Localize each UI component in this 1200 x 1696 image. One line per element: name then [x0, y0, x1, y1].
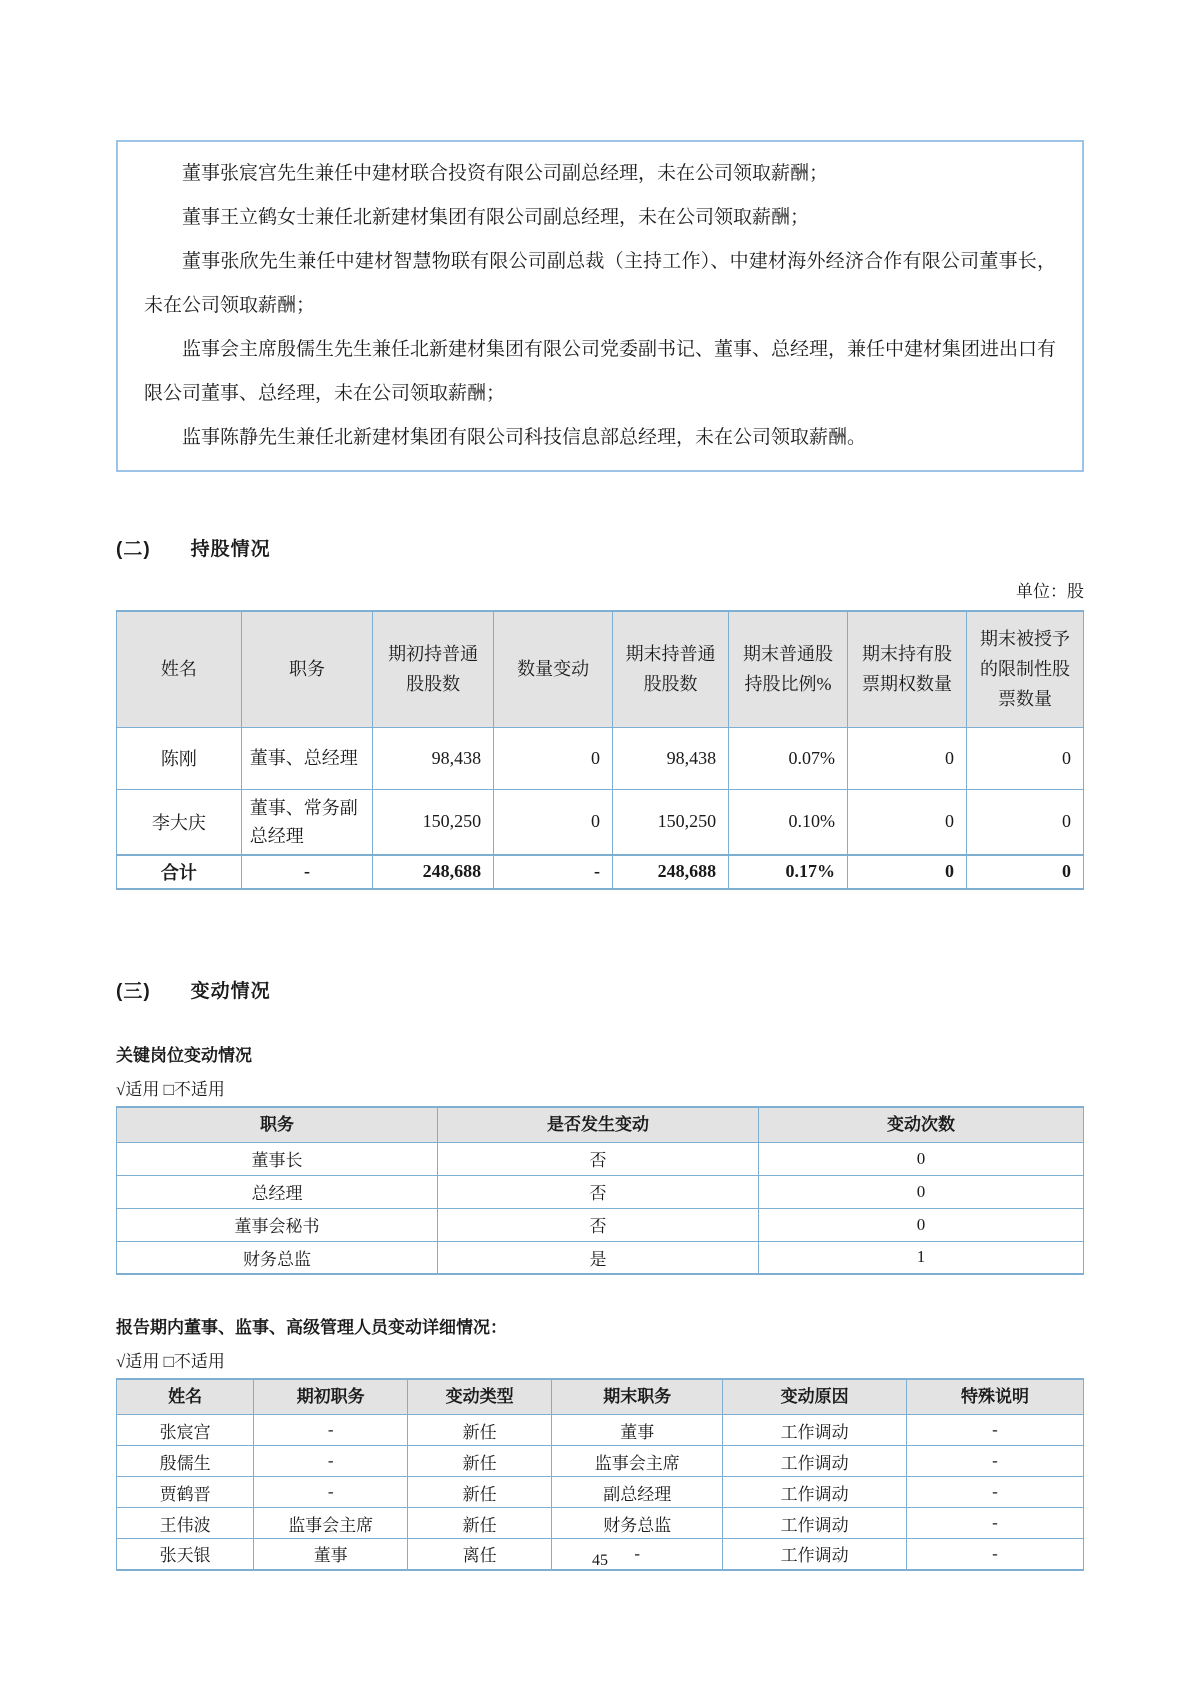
section-number: (二): [116, 539, 151, 560]
column-header: 是否发生变动: [438, 1107, 759, 1143]
table-cell: 陈刚: [117, 727, 242, 789]
table-header-row: [117, 1379, 1084, 1415]
column-header: 特殊说明: [907, 1379, 1084, 1415]
column-header: 期末被授予的限制性股票数量: [966, 611, 1083, 727]
shareholder-row: [117, 727, 1084, 789]
column-header: 期末持有股票期权数量: [848, 611, 967, 727]
intro-paragraph: 监事会主席殷儒生先生兼任北新建材集团有限公司党委副书记、董事、总经理，兼任中建材集团进出口有限公司董事、总经理，未在公司领取薪酬；: [144, 339, 1057, 404]
shareholder-row: [117, 789, 1084, 855]
table-cell: 董事: [552, 1415, 723, 1446]
table-cell: 李大庆: [117, 789, 242, 855]
total-cell: 248,688: [613, 855, 729, 889]
table-cell: 新任: [408, 1508, 552, 1539]
total-cell: 0: [966, 855, 1083, 889]
table-cell: 新任: [408, 1446, 552, 1477]
table-total-row: [117, 855, 1084, 889]
applicability-note: √适用 □不适用: [116, 1352, 225, 1371]
table-body: [117, 727, 1084, 855]
column-header: 变动次数: [759, 1107, 1084, 1143]
table-cell: 0: [848, 727, 967, 789]
table-body: [117, 1142, 1084, 1274]
table-cell: -: [907, 1539, 1084, 1570]
column-header: 数量变动: [494, 611, 613, 727]
section-title: 变动情况: [190, 980, 271, 1002]
column-header: 变动类型: [408, 1379, 552, 1415]
table-cell: 150,250: [373, 789, 494, 855]
key-positions-table: [116, 1106, 1084, 1276]
table-cell: 否: [438, 1208, 759, 1241]
table-cell: 0: [848, 789, 967, 855]
table-cell: -: [907, 1446, 1084, 1477]
table-cell: 殷儒生: [117, 1446, 254, 1477]
table-header-row: [117, 611, 1084, 727]
intro-paragraph: 董事张宸宫先生兼任中建材联合投资有限公司副总经理，未在公司领取薪酬；: [182, 163, 829, 184]
total-cell: 0.17%: [729, 855, 848, 889]
table-cell: -: [907, 1508, 1084, 1539]
column-header: 期初职务: [254, 1379, 408, 1415]
table-cell: 否: [438, 1175, 759, 1208]
table-header-row: [117, 1107, 1084, 1143]
column-header: 期末职务: [552, 1379, 723, 1415]
table-cell: 工作调动: [723, 1415, 907, 1446]
table-cell: 否: [438, 1142, 759, 1175]
table-cell: 工作调动: [723, 1477, 907, 1508]
table-cell: 150,250: [613, 789, 729, 855]
personnel-change-row: [117, 1446, 1084, 1477]
total-cell: 248,688: [373, 855, 494, 889]
unit-label: 单位：股: [1016, 582, 1084, 601]
column-header: 期末持普通股股数: [613, 611, 729, 727]
table-cell: 财务总监: [117, 1241, 438, 1274]
key-position-row: [117, 1175, 1084, 1208]
table-cell: -: [254, 1415, 408, 1446]
column-header: 职务: [117, 1107, 438, 1143]
personnel-change-row: [117, 1477, 1084, 1508]
table-cell: 董事长: [117, 1142, 438, 1175]
key-positions-heading: 关键岗位变动情况: [116, 1045, 252, 1065]
table-cell: 董事: [254, 1539, 408, 1570]
table-cell: 监事会主席: [254, 1508, 408, 1539]
table-cell: 离任: [408, 1539, 552, 1570]
table-cell: 监事会主席: [552, 1446, 723, 1477]
table-cell: 副总经理: [552, 1477, 723, 1508]
personnel-changes-table: [116, 1378, 1084, 1571]
table-cell: -: [907, 1477, 1084, 1508]
table-cell: -: [552, 1539, 723, 1570]
table-cell: 张宸宫: [117, 1415, 254, 1446]
table-cell: 新任: [408, 1477, 552, 1508]
column-header: 变动原因: [723, 1379, 907, 1415]
total-label: 合计: [117, 855, 242, 889]
table-cell: -: [254, 1477, 408, 1508]
total-cell: 0: [848, 855, 967, 889]
table-cell: 财务总监: [552, 1508, 723, 1539]
column-header: 职务: [241, 611, 373, 727]
table-cell: 0: [966, 789, 1083, 855]
intro-box: [116, 140, 1084, 472]
table-cell: 1: [759, 1241, 1084, 1274]
column-header: 期末普通股持股比例%: [729, 611, 848, 727]
table-cell: 0: [494, 789, 613, 855]
column-header: 姓名: [117, 1379, 254, 1415]
table-cell: 0.07%: [729, 727, 848, 789]
table-cell: 0: [759, 1175, 1084, 1208]
table-cell: 0: [759, 1142, 1084, 1175]
section-heading-changes: [116, 976, 1084, 1003]
table-cell: 董事、常务副总经理: [241, 789, 373, 855]
table-cell: 董事、总经理: [241, 727, 373, 789]
table-cell: 新任: [408, 1415, 552, 1446]
intro-paragraph: 董事王立鹤女士兼任北新建材集团有限公司副总经理，未在公司领取薪酬；: [182, 207, 810, 228]
section-number: (三): [116, 980, 151, 1002]
key-position-row: [117, 1142, 1084, 1175]
section-heading-shareholding: [116, 534, 1084, 561]
personnel-change-row: [117, 1415, 1084, 1446]
table-cell: 王伟波: [117, 1508, 254, 1539]
key-position-row: [117, 1208, 1084, 1241]
table-cell: 是: [438, 1241, 759, 1274]
table-cell: -: [907, 1415, 1084, 1446]
applicability-note: √适用 □不适用: [116, 1079, 225, 1099]
personnel-changes-heading: 报告期内董事、监事、高级管理人员变动详细情况：: [116, 1318, 507, 1337]
key-position-row: [117, 1241, 1084, 1274]
personnel-change-row: [117, 1508, 1084, 1539]
table-cell: 贾鹤晋: [117, 1477, 254, 1508]
table-cell: 张天银: [117, 1539, 254, 1570]
table-cell: 工作调动: [723, 1446, 907, 1477]
section-title: 持股情况: [190, 539, 271, 560]
shareholding-table: [116, 610, 1084, 890]
table-cell: 98,438: [613, 727, 729, 789]
table-cell: -: [254, 1446, 408, 1477]
intro-paragraph: 董事张欣先生兼任中建材智慧物联有限公司副总裁（主持工作）、中建材海外经济合作有限公司董事长，未在公司领取薪酬；: [144, 251, 1056, 316]
table-cell: 工作调动: [723, 1539, 907, 1570]
table-body: [117, 1415, 1084, 1570]
column-header: 期初持普通股股数: [373, 611, 494, 727]
table-cell: 98,438: [373, 727, 494, 789]
page-content: [116, 0, 1084, 1571]
table-cell: 董事会秘书: [117, 1208, 438, 1241]
table-cell: 0: [759, 1208, 1084, 1241]
total-cell: -: [241, 855, 373, 889]
page-number: 45: [592, 1552, 608, 1569]
intro-paragraph: 监事陈静先生兼任北新建材集团有限公司科技信息部总经理，未在公司领取薪酬。: [182, 427, 867, 448]
table-cell: 0: [494, 727, 613, 789]
table-cell: 总经理: [117, 1175, 438, 1208]
table-cell: 工作调动: [723, 1508, 907, 1539]
column-header: 姓名: [117, 611, 242, 727]
table-cell: 0: [966, 727, 1083, 789]
total-cell: -: [494, 855, 613, 889]
table-cell: 0.10%: [729, 789, 848, 855]
